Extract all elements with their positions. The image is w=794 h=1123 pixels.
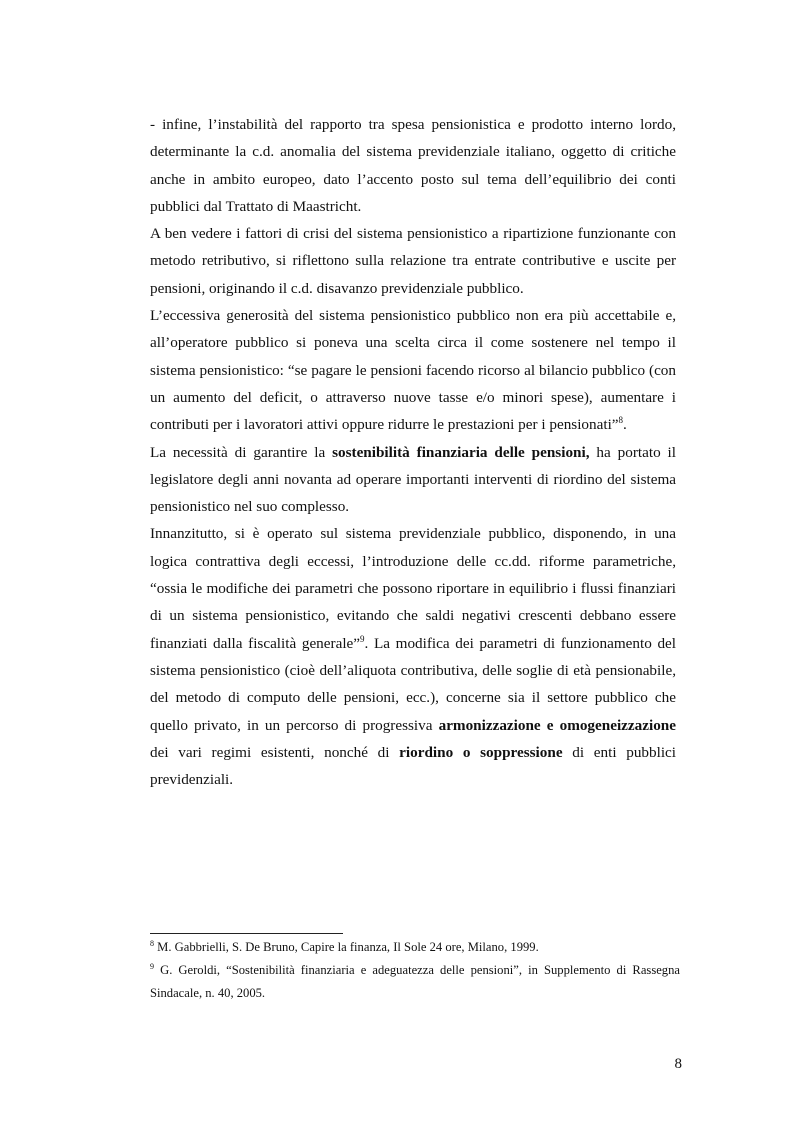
bold-text: riordino o soppressione: [399, 743, 563, 761]
text-run: L’eccessiva generosità del sistema pensionistico pubblico non era più accettabile e, all’operatore pubblico si poneva una scelta circa il come sostenere nel tempo il sistema pensionistico: “se pagare le pensioni facendo ricorso al bilancio pubblico (con un aumento del deficit, o attraverso nuove tasse e/o minori spese), aumentare i contributi per i lavoratori attivi oppure ridurre le prestazioni per i pensionati”: [150, 307, 676, 434]
text-run: di enti pubblici previdenziali.: [150, 743, 676, 789]
bold-text: armonizzazione e omogeneizzazione: [438, 716, 676, 734]
footnote-separator: [150, 933, 343, 934]
footnote: [150, 959, 680, 1005]
text-run: A ben vedere i fattori di crisi del sistema pensionistico a ripartizione funzionante con metodo retributivo, si riflettono sulla relazione tra entrate contributive e uscite per pensioni, originando il c.d. disavanzo previdenziale pubblico.: [150, 225, 676, 297]
text-run: Innanzitutto, si è operato sul sistema previdenziale pubblico, disponendo, in una logica contrattiva degli eccessi, l’introduzione delle cc.dd. riforme parametriche, “ossia le modifiche dei parametri che possono riportare in equilibrio i flussi finanziari di un sistema pensionistico, evitando che saldi negativi crescenti debbano essere finanziati dalla fiscalità generale”: [150, 525, 676, 652]
text-run: - infine, l’instabilità del rapporto tra spesa pensionistica e prodotto interno lordo, determinante la c.d. anomalia del sistema previdenziale italiano, oggetto di critiche anche in ambito europeo, dato l’accento posto sul tema dell’equilibrio dei conti pubblici dal Trattato di Maastricht.: [150, 116, 676, 215]
footnotes: [150, 936, 680, 1005]
footnote: [150, 936, 680, 959]
text-run: .: [623, 416, 627, 434]
paragraph: [150, 439, 676, 521]
text-run: . La modifica dei parametri di funzionamento del sistema pensionistico (cioè dell’aliquota contributiva, delle soglie di età pensionabile, del metodo di computo delle pensioni, ecc.), concerne sia il settore pubblico che quello privato, in un percorso di progressiva: [150, 634, 677, 734]
footnote-ref: 9: [360, 633, 365, 644]
text-run: La necessità di garantire la: [150, 443, 333, 461]
text-run: ha portato il legislatore degli anni novanta ad operare importanti interventi di riordino del sistema pensionistico nel suo complesso.: [150, 443, 676, 516]
body-text: [150, 111, 676, 793]
paragraph: [150, 520, 676, 793]
paragraph: [150, 220, 676, 302]
footnote-number: 9: [150, 961, 154, 971]
bold-text: sostenibilità finanziaria delle pensioni,: [332, 443, 590, 461]
paragraph: [150, 302, 676, 438]
footnote-number: 8: [150, 938, 154, 948]
text-run: dei vari regimi esistenti, nonché di: [150, 743, 400, 761]
page-number: 8: [674, 1056, 682, 1072]
footnote-text: G. Geroldi, “Sostenibilità finanziaria e adeguatezza delle pensioni”, in Supplemento di Rassegna Sindacale, n. 40, 2005.: [150, 963, 680, 1000]
footnote-text: M. Gabbrielli, S. De Bruno, Capire la finanza, Il Sole 24 ore, Milano, 1999.: [154, 940, 539, 954]
paragraph: [150, 111, 676, 220]
footnote-ref: 8: [618, 415, 624, 426]
